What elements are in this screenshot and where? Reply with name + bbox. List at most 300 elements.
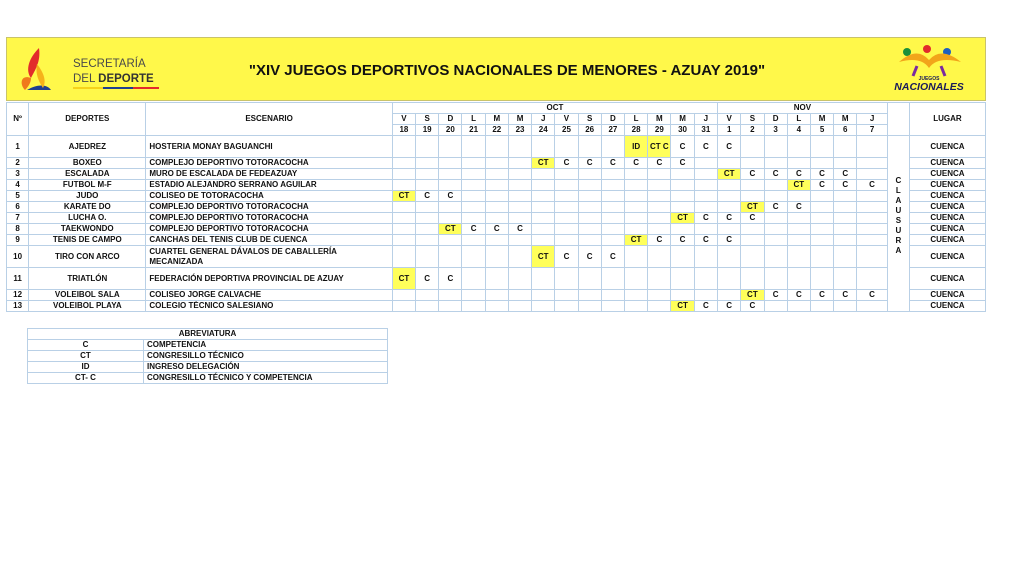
schedule-cell (416, 158, 439, 169)
schedule-cell (857, 235, 887, 246)
schedule-cell (439, 246, 462, 268)
place-name: CUENCA (909, 246, 985, 268)
schedule-cell: CT (439, 224, 462, 235)
schedule-cell (718, 191, 741, 202)
schedule-cell (764, 158, 787, 169)
schedule-cell: CT (532, 246, 555, 268)
table-row (7, 180, 986, 191)
schedule-cell: C (787, 290, 810, 301)
abbreviation-row (28, 362, 388, 373)
schedule-cell: C (578, 158, 601, 169)
schedule-cell (764, 180, 787, 191)
venue-name: ESTADIO ALEJANDRO SERRANO AGUILAR (146, 180, 392, 191)
schedule-cell (392, 235, 415, 246)
schedule-cell: C (718, 235, 741, 246)
schedule-cell: CT (392, 191, 415, 202)
schedule-cell (764, 213, 787, 224)
abbreviation-meaning: CONGRESILLO TÉCNICO (144, 351, 388, 362)
schedule-cell (578, 191, 601, 202)
schedule-cell (857, 268, 887, 290)
schedule-cell (718, 268, 741, 290)
schedule-cell (485, 246, 508, 268)
day-letter: M (485, 114, 508, 125)
schedule-cell (578, 136, 601, 158)
place-name: CUENCA (909, 235, 985, 246)
clausura-vertical-label (887, 136, 909, 312)
sport-name: AJEDREZ (29, 136, 146, 158)
schedule-cell: C (834, 169, 857, 180)
schedule-cell (416, 169, 439, 180)
day-letter: D (764, 114, 787, 125)
schedule-cell (601, 169, 624, 180)
table-row (7, 301, 986, 312)
schedule-cell (392, 180, 415, 191)
clausura-letter: U (895, 206, 902, 215)
schedule-cell: CT (532, 158, 555, 169)
schedule-cell (671, 191, 694, 202)
schedule-cell (578, 224, 601, 235)
place-name: CUENCA (909, 191, 985, 202)
schedule-cell: CT (787, 180, 810, 191)
schedule-cell (555, 136, 578, 158)
schedule-cell (834, 235, 857, 246)
schedule-cell (532, 169, 555, 180)
schedule-cell (718, 290, 741, 301)
schedule-cell (485, 136, 508, 158)
header-banner (6, 37, 986, 101)
schedule-cell (555, 191, 578, 202)
schedule-cell (392, 202, 415, 213)
schedule-cell (508, 290, 531, 301)
abbreviation-row (28, 351, 388, 362)
schedule-cell (694, 169, 717, 180)
schedule-cell (834, 224, 857, 235)
day-number: 20 (439, 125, 462, 136)
schedule-cell (485, 202, 508, 213)
abbreviation-code: CT- C (28, 373, 144, 384)
day-number: 23 (508, 125, 531, 136)
schedule-cell (857, 213, 887, 224)
schedule-cell (834, 246, 857, 268)
col-header-venue: ESCENARIO (146, 103, 392, 136)
schedule-cell (508, 169, 531, 180)
schedule-cell (694, 158, 717, 169)
schedule-cell (508, 268, 531, 290)
schedule-cell (764, 235, 787, 246)
venue-name: COMPLEJO DEPORTIVO TOTORACOCHA (146, 158, 392, 169)
schedule-cell: C (741, 169, 764, 180)
schedule-cell (601, 180, 624, 191)
abbreviation-row (28, 340, 388, 351)
schedule-cell (601, 268, 624, 290)
day-number: 30 (671, 125, 694, 136)
schedule-cell (555, 213, 578, 224)
schedule-cell (392, 136, 415, 158)
schedule-cell (601, 191, 624, 202)
month-oct: OCT (392, 103, 717, 114)
day-number: 1 (718, 125, 741, 136)
day-letter: M (508, 114, 531, 125)
table-row (7, 268, 986, 290)
schedule-cell (578, 202, 601, 213)
schedule-cell: C (764, 169, 787, 180)
schedule-cell (416, 290, 439, 301)
schedule-cell (416, 246, 439, 268)
schedule-cell (578, 268, 601, 290)
schedule-cell (462, 136, 485, 158)
day-number: 22 (485, 125, 508, 136)
schedule-cell (787, 268, 810, 290)
day-number: 26 (578, 125, 601, 136)
day-number: 2 (741, 125, 764, 136)
table-row (7, 290, 986, 301)
clausura-letter: R (895, 236, 902, 245)
schedule-cell (787, 235, 810, 246)
schedule-cell (439, 180, 462, 191)
schedule-cell: C (601, 158, 624, 169)
venue-name: MURO DE ESCALADA DE FEDEAZUAY (146, 169, 392, 180)
schedule-cell (416, 224, 439, 235)
abbreviation-title: ABREVIATURA (28, 329, 388, 340)
day-letter: S (416, 114, 439, 125)
row-number: 11 (7, 268, 29, 290)
schedule-cell (578, 235, 601, 246)
schedule-cell (532, 224, 555, 235)
row-number: 6 (7, 202, 29, 213)
day-number: 18 (392, 125, 415, 136)
schedule-cell (416, 213, 439, 224)
schedule-cell: C (718, 213, 741, 224)
schedule-cell: C (741, 301, 764, 312)
schedule-cell (787, 158, 810, 169)
schedule-cell (416, 136, 439, 158)
schedule-cell (694, 290, 717, 301)
schedule-cell: C (648, 158, 671, 169)
schedule-cell (392, 169, 415, 180)
schedule-cell (601, 290, 624, 301)
schedule-cell (810, 213, 833, 224)
venue-name: COMPLEJO DEPORTIVO TOTORACOCHA (146, 213, 392, 224)
schedule-table (6, 102, 986, 312)
day-number: 29 (648, 125, 671, 136)
day-number: 25 (555, 125, 578, 136)
day-letter: V (555, 114, 578, 125)
schedule-cell (462, 169, 485, 180)
schedule-cell (508, 158, 531, 169)
schedule-cell (601, 136, 624, 158)
schedule-cell (834, 268, 857, 290)
schedule-cell: C (508, 224, 531, 235)
schedule-cell (392, 301, 415, 312)
schedule-cell (834, 301, 857, 312)
sport-name: BOXEO (29, 158, 146, 169)
schedule-cell (671, 169, 694, 180)
clausura-letter: C (895, 176, 902, 185)
schedule-cell (718, 224, 741, 235)
schedule-cell (810, 158, 833, 169)
page-title: "XIV JUEGOS DEPORTIVOS NACIONALES DE MENORES - AZUAY 2019" (248, 62, 766, 79)
schedule-cell (601, 213, 624, 224)
schedule-cell (485, 290, 508, 301)
sport-name: FUTBOL M-F (29, 180, 146, 191)
day-number: 5 (810, 125, 833, 136)
clausura-letter: L (895, 186, 901, 195)
schedule-cell (508, 301, 531, 312)
schedule-cell (810, 246, 833, 268)
day-letter: S (578, 114, 601, 125)
schedule-cell: CT (671, 301, 694, 312)
schedule-cell (392, 158, 415, 169)
schedule-cell (741, 268, 764, 290)
schedule-cell (462, 191, 485, 202)
schedule-cell (392, 246, 415, 268)
place-name: CUENCA (909, 290, 985, 301)
place-name: CUENCA (909, 136, 985, 158)
schedule-cell (578, 213, 601, 224)
schedule-cell (671, 224, 694, 235)
schedule-cell (485, 213, 508, 224)
sport-name: VOLEIBOL PLAYA (29, 301, 146, 312)
schedule-cell: C (485, 224, 508, 235)
schedule-cell (578, 180, 601, 191)
schedule-cell: CT (718, 169, 741, 180)
schedule-cell (508, 136, 531, 158)
venue-name: FEDERACIÓN DEPORTIVA PROVINCIAL DE AZUAY (146, 268, 392, 290)
schedule-cell (857, 301, 887, 312)
schedule-cell (485, 191, 508, 202)
schedule-cell (601, 301, 624, 312)
schedule-cell (439, 158, 462, 169)
schedule-cell (462, 213, 485, 224)
schedule-cell: C (834, 290, 857, 301)
schedule-cell (787, 224, 810, 235)
schedule-cell (462, 158, 485, 169)
schedule-cell (857, 224, 887, 235)
place-name: CUENCA (909, 268, 985, 290)
place-name: CUENCA (909, 213, 985, 224)
schedule-cell (694, 246, 717, 268)
row-number: 13 (7, 301, 29, 312)
schedule-cell: CT (741, 290, 764, 301)
table-row (7, 158, 986, 169)
day-number: 6 (834, 125, 857, 136)
table-row (7, 213, 986, 224)
day-number: 21 (462, 125, 485, 136)
day-letter: M (810, 114, 833, 125)
schedule-cell (810, 224, 833, 235)
schedule-cell: C (741, 213, 764, 224)
day-number: 19 (416, 125, 439, 136)
schedule-cell (648, 224, 671, 235)
day-number: 24 (532, 125, 555, 136)
schedule-cell: C (416, 191, 439, 202)
abbreviation-code: C (28, 340, 144, 351)
schedule-cell (648, 301, 671, 312)
schedule-cell (532, 301, 555, 312)
schedule-cell (671, 268, 694, 290)
sport-name: TRIATLÓN (29, 268, 146, 290)
schedule-cell (671, 180, 694, 191)
schedule-cell: C (810, 290, 833, 301)
sport-name: TIRO CON ARCO (29, 246, 146, 268)
table-row (7, 202, 986, 213)
schedule-cell: C (764, 290, 787, 301)
place-name: CUENCA (909, 158, 985, 169)
schedule-cell (648, 290, 671, 301)
schedule-cell (718, 246, 741, 268)
day-letter: J (532, 114, 555, 125)
schedule-cell (508, 213, 531, 224)
abbreviation-code: CT (28, 351, 144, 362)
schedule-cell: C (439, 191, 462, 202)
schedule-cell: CT (671, 213, 694, 224)
schedule-cell (741, 246, 764, 268)
day-letter: M (671, 114, 694, 125)
row-number: 2 (7, 158, 29, 169)
schedule-cell (555, 268, 578, 290)
schedule-cell (718, 180, 741, 191)
schedule-cell (764, 246, 787, 268)
schedule-cell: C (857, 290, 887, 301)
schedule-cell (741, 224, 764, 235)
schedule-cell: C (694, 301, 717, 312)
abbreviation-row (28, 373, 388, 384)
schedule-cell (834, 136, 857, 158)
day-letter: J (694, 114, 717, 125)
table-row (7, 246, 986, 268)
schedule-cell (648, 202, 671, 213)
venue-name: CUARTEL GENERAL DÁVALOS DE CABALLERÍA MECANIZADA (146, 246, 392, 268)
schedule-cell (625, 224, 648, 235)
svg-text:SECRETARÍA: SECRETARÍA (73, 58, 146, 70)
schedule-cell (625, 191, 648, 202)
schedule-cell (416, 202, 439, 213)
schedule-cell (834, 202, 857, 213)
schedule-cell (741, 158, 764, 169)
day-letter: D (601, 114, 624, 125)
schedule-cell (555, 235, 578, 246)
table-row (7, 169, 986, 180)
abbreviation-meaning: CONGRESILLO TÉCNICO Y COMPETENCIA (144, 373, 388, 384)
schedule-cell: C (694, 213, 717, 224)
schedule-cell (532, 213, 555, 224)
venue-name: COLEGIO TÉCNICO SALESIANO (146, 301, 392, 312)
schedule-cell (439, 213, 462, 224)
day-number: 27 (601, 125, 624, 136)
schedule-cell (439, 136, 462, 158)
schedule-cell (485, 169, 508, 180)
venue-name: COMPLEJO DEPORTIVO TOTORACOCHA (146, 202, 392, 213)
schedule-cell (601, 202, 624, 213)
secretaria-deporte-logo (17, 44, 167, 96)
day-letter: L (625, 114, 648, 125)
table-row (7, 191, 986, 202)
schedule-cell (462, 246, 485, 268)
schedule-cell: C (625, 158, 648, 169)
schedule-cell: C (555, 158, 578, 169)
schedule-cell (532, 202, 555, 213)
schedule-cell: CT (625, 235, 648, 246)
day-letter: M (648, 114, 671, 125)
schedule-cell (741, 191, 764, 202)
schedule-cell (416, 301, 439, 312)
place-name: CUENCA (909, 301, 985, 312)
day-number: 3 (764, 125, 787, 136)
place-name: CUENCA (909, 202, 985, 213)
table-row (7, 235, 986, 246)
schedule-cell: C (810, 169, 833, 180)
abbreviation-meaning: COMPETENCIA (144, 340, 388, 351)
schedule-cell (648, 213, 671, 224)
schedule-cell (508, 235, 531, 246)
schedule-cell: CT (741, 202, 764, 213)
schedule-cell (810, 202, 833, 213)
schedule-cell (555, 224, 578, 235)
day-letter: V (718, 114, 741, 125)
day-number: 28 (625, 125, 648, 136)
month-nov: NOV (718, 103, 888, 114)
schedule-cell (462, 180, 485, 191)
schedule-cell (857, 136, 887, 158)
schedule-cell (857, 169, 887, 180)
sport-name: KARATE DO (29, 202, 146, 213)
schedule-cell (857, 191, 887, 202)
row-number: 7 (7, 213, 29, 224)
venue-name: HOSTERIA MONAY BAGUANCHI (146, 136, 392, 158)
schedule-cell: CT (392, 268, 415, 290)
schedule-cell: CT C (648, 136, 671, 158)
schedule-cell: C (694, 136, 717, 158)
schedule-cell (764, 224, 787, 235)
schedule-cell: C (671, 136, 694, 158)
svg-text:NACIONALES: NACIONALES (894, 81, 964, 93)
schedule-cell (625, 180, 648, 191)
schedule-cell: C (810, 180, 833, 191)
schedule-cell (462, 301, 485, 312)
schedule-cell (764, 136, 787, 158)
sport-name: JUDO (29, 191, 146, 202)
schedule-cell (787, 191, 810, 202)
day-letter: D (439, 114, 462, 125)
venue-name: COLISEO DE TOTORACOCHA (146, 191, 392, 202)
row-number: 5 (7, 191, 29, 202)
sport-name: ESCALADA (29, 169, 146, 180)
schedule-cell (462, 290, 485, 301)
schedule-cell (648, 169, 671, 180)
venue-name: CANCHAS DEL TENIS CLUB DE CUENCA (146, 235, 392, 246)
schedule-cell: C (857, 180, 887, 191)
schedule-cell (601, 235, 624, 246)
schedule-cell (857, 246, 887, 268)
schedule-cell: C (834, 180, 857, 191)
schedule-cell (439, 169, 462, 180)
schedule-cell: C (648, 235, 671, 246)
row-number: 9 (7, 235, 29, 246)
schedule-cell (625, 169, 648, 180)
schedule-cell: C (462, 224, 485, 235)
schedule-cell (508, 246, 531, 268)
schedule-cell (810, 268, 833, 290)
schedule-cell: C (671, 158, 694, 169)
venue-name: COLISEO JORGE CALVACHE (146, 290, 392, 301)
table-row (7, 224, 986, 235)
schedule-cell (648, 268, 671, 290)
schedule-cell: C (578, 246, 601, 268)
schedule-cell (625, 202, 648, 213)
schedule-cell (741, 136, 764, 158)
schedule-cell (648, 191, 671, 202)
schedule-cell (787, 213, 810, 224)
